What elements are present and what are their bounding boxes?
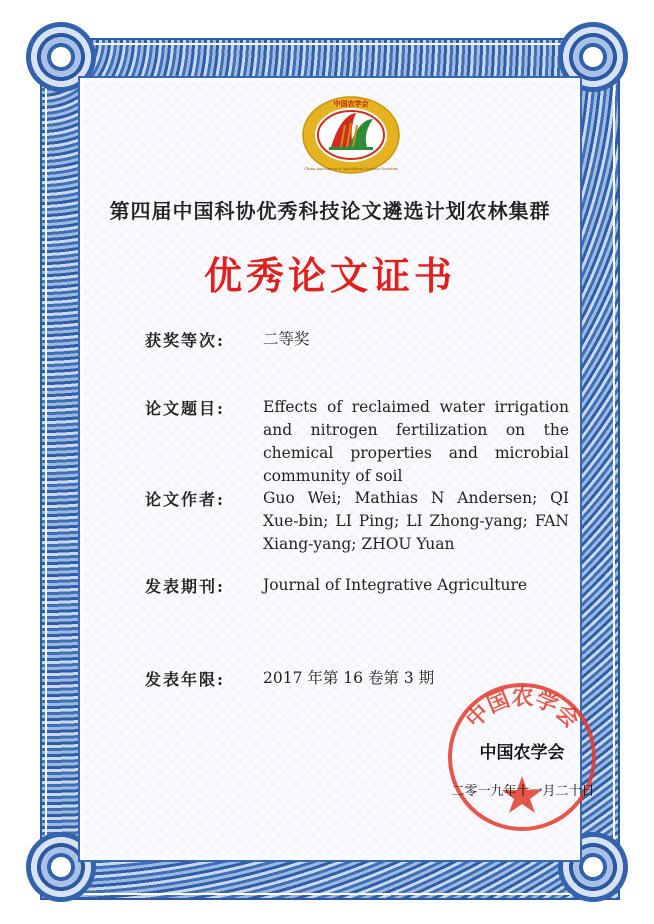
authors-label: 论文作者:	[145, 490, 225, 509]
publication-label: 发表年限:	[145, 670, 225, 689]
seal-text: 中国农学会	[460, 684, 585, 734]
authors-value: Guo Wei; Mathias N Andersen; QI Xue-bin; LI Ping; LI Zhong-yang; FAN Xiang-yang; ZHOU Yuan	[263, 489, 569, 553]
paper-title-label: 论文题目:	[145, 399, 225, 418]
logo-ring-text: 中国农学会	[333, 99, 369, 108]
journal-label: 发表期刊:	[145, 577, 225, 596]
award-level-label: 获奖等次:	[145, 331, 225, 350]
logo-ring-text-en: China Association of Agricultural Science Societies	[304, 167, 398, 171]
certificate-subtitle: 第四届中国科协优秀科技论文遴选计划农林集群	[109, 199, 551, 223]
publication-value: 2017 年第 16 卷第 3 期	[263, 669, 435, 687]
paper-title-value: Effects of reclaimed water irrigation and nitrogen fertilization on the chemical properties and microbial community of soil	[263, 398, 569, 485]
issuer-name: 中国农学会	[479, 743, 565, 763]
svg-text:中国农学会	[461, 685, 584, 734]
association-logo-icon	[301, 95, 401, 175]
issue-date: 二零一九年十一月二十日	[451, 784, 595, 799]
certificate-title: 优秀论文证书	[203, 253, 456, 298]
award-level-value: 二等奖	[263, 330, 310, 348]
journal-value: Journal of Integrative Agriculture	[263, 576, 528, 594]
